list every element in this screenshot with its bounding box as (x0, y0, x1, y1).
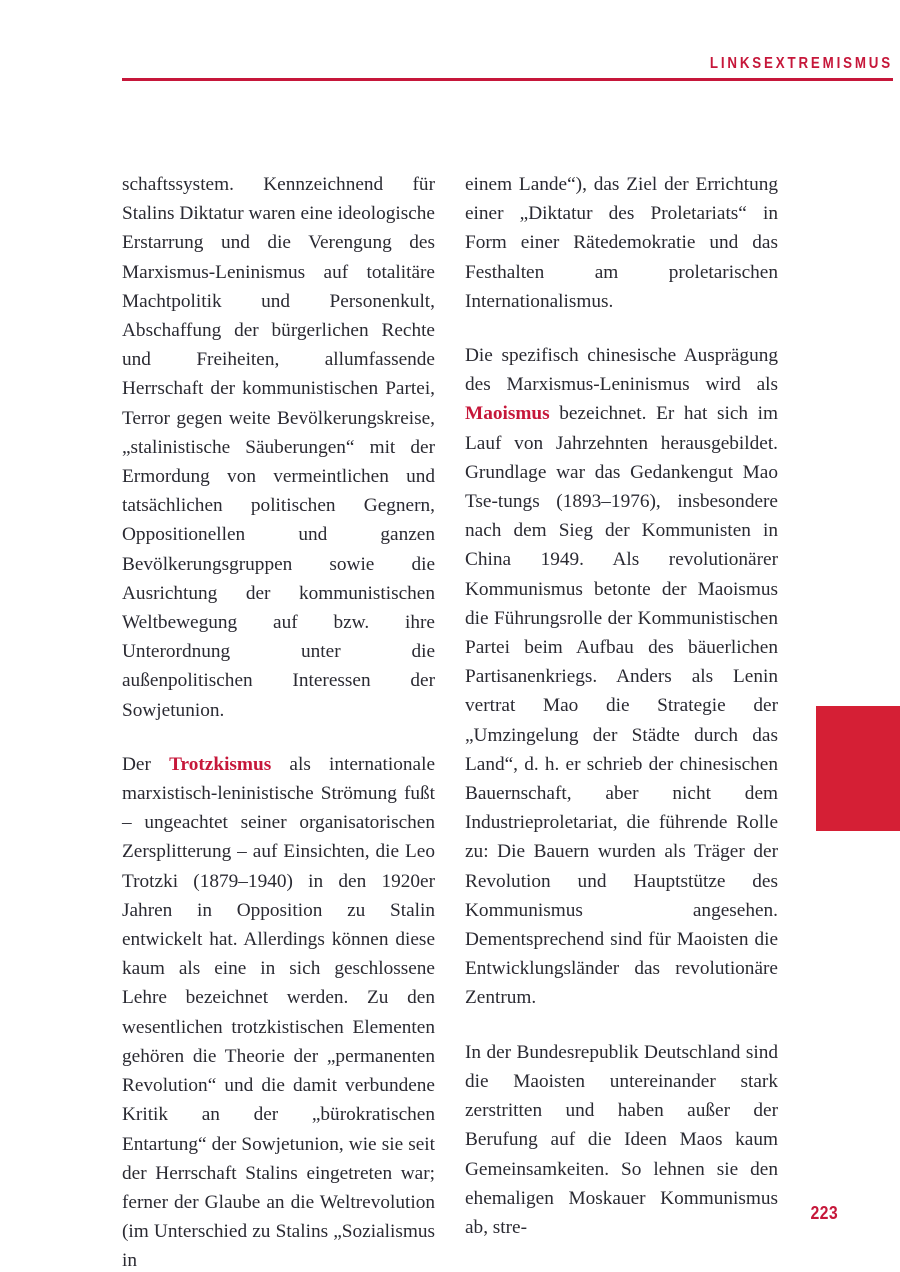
paragraph: schaftssystem. Kennzeichnend für Stalins Diktatur waren eine ideologische Erstarrung und die Verengung des Marxismus-Leninismus auf totalitäre Machtpolitik und Personenkult, Abschaffung der bürgerlichen Rechte und Freiheiten, allumfassende Herrschaft der kommunistischen Partei, Terror gegen weite Bevölkerungskreise, „stalinistische Säuberungen“ mit der Ermordung von vermeintlichen und tatsächlichen politischen Gegnern, Oppositionellen und ganzen Bevölkerungsgruppen sowie die Ausrichtung der kommunistischen Weltbewegung auf bzw. ihre Unterordnung unter die außenpolitischen Interessen der Sowjetunion. (122, 174, 435, 721)
text-column-right (465, 170, 778, 1238)
paragraph: Der Trotzkismus als internationale marxistisch-leninistische Strömung fußt – ungeachtet seiner organisatorischen Zersplitterung – auf Einsichten, die Leo Trotzki (1879–1940) in den 1920er Jahren in Opposition zu Stalin entwickelt hat. Allerdings können diese kaum als eine in sich geschlossene Lehre bezeichnet werden. Zu den wesentlichen trotzkistischen Elementen gehören die Theorie der „permanenten Revolution“ und die damit verbundene Kritik an der „bürokratischen Entartung“ der Sowjetunion, wie sie seit der Herrschaft Stalins eingetreten war; ferner der Glaube an die Weltrevolution (im Unterschied zu Stalins „Sozialismus in (122, 753, 436, 1272)
paragraph: Die spezifisch chinesische Ausprägung des Marxismus-Leninismus wird als Maoismus bezeichnet. Er hat sich im Lauf von Jahrzehnten herausgebildet. Grundlage war das Gedankengut Mao Tse-tungs (1893–1976), insbesondere nach dem Sieg der Kommunisten in China 1949. Als revolutionärer Kommunismus betonte der Maoismus die Führungsrolle der Kommunistischen Partei beim Aufbau des bäuerlichen Partisanenkriegs. Anders als Lenin vertrat Mao die Strategie der „Umzingelung der Städte durch das Land“, d. h. er schrieb der chinesischen Bauernschaft, aber nicht dem Industrieproletariat, die führende Rolle zu: Die Bauern wurden als Träger der Revolution und Hauptstütze des Kommunismus angesehen. Dementsprechend sind für Maoisten die Entwicklungsländer das revolutionäre Zentrum. (465, 345, 778, 1009)
highlighted-term: Trotzkismus (169, 753, 272, 775)
text-column-left (122, 170, 436, 1272)
running-head: LINKSEXTREMISMUS (709, 55, 893, 72)
paragraph: In der Bundesrepublik Deutschland sind die Maoisten untereinander stark zerstritten und haben außer der Berufung auf die Ideen Maos kaum Gemeinsamkeiten. So lehnen sie den ehemaligen Moskauer Kommunismus ab, stre- (465, 1041, 778, 1238)
paragraph: einem Lande“), das Ziel der Errichtung einer „Diktatur des Proletariats“ in Form einer Rätedemokratie und das Festhalten am proletarischen Internationalismus. (465, 174, 778, 312)
highlighted-term: Maoismus (465, 403, 550, 425)
page-number: 223 (810, 1203, 838, 1223)
header-rule (122, 78, 893, 81)
